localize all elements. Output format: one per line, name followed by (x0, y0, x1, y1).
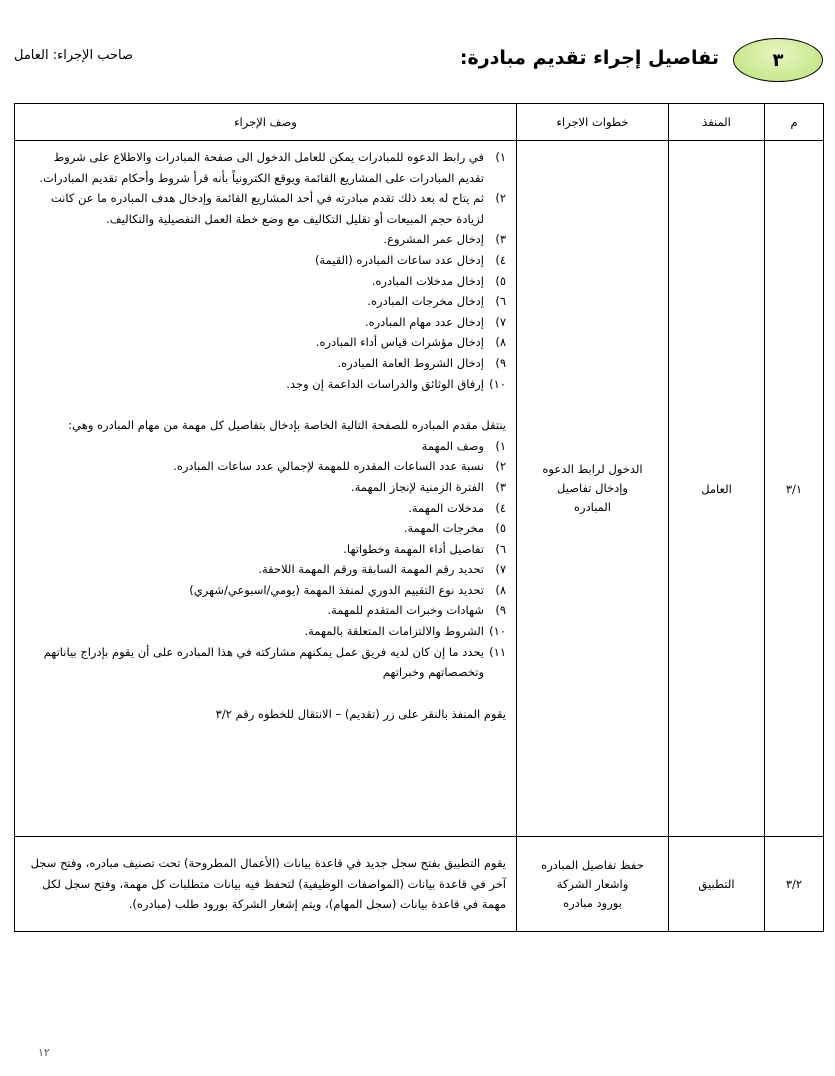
list-item: ٩) شهادات وخبرات المتقدم للمهمة. (327, 603, 506, 618)
list-item: ٢) ثم يتاح له بعد ذلك تقدم مبادرته في أحد المشاريع القائمة وإدخال هدف المبادره ما عن كانت لزيادة حجم المبيعات أو تقليل التكاليف مع وضع خطة العمل التفصيلية والتكاليف. (50, 191, 506, 226)
list-item: ١) وصف المهمة (421, 438, 506, 453)
task-details-list (27, 436, 506, 683)
procedure-table (14, 103, 824, 932)
header-description: وصف الإجراء (15, 104, 517, 141)
table-header-row (15, 104, 824, 141)
list-item: ٦) تفاصيل أداء المهمة وخطواتها. (343, 541, 506, 556)
list-item: ٣) الفترة الزمنية لإنجاز المهمة. (351, 479, 506, 494)
list-item: ١١) يحدد ما إن كان لديه فريق عمل يمكنهم مشاركته في هذا المبادره على أن يقوم بإدراج بياناتهم وتخصصاتهم وخبراتهم (43, 644, 506, 680)
procedure-owner: صاحب الإجراء: العامل (14, 48, 134, 63)
step-line: الدخول لرابط الدعوه (542, 462, 643, 476)
table-row (15, 141, 824, 837)
list-item: ١) في رابط الدعوه للمبادرات يمكن للعامل الدخول الى صفحة المبادرات والاطلاع على شروط تقديم المبادرات على المشاريع القائمة ويوقع الكترونياً بأنه قرأ شروط وأحكام تقديم المبادرات. (39, 150, 506, 185)
list-item: ١٠) الشروط والالتزامات المتعلقة بالمهمة. (304, 624, 506, 639)
step-line: المبادره (573, 500, 612, 514)
table-row (15, 837, 824, 932)
row-number: ٣/١ (765, 141, 824, 837)
step-number-badge: ٣ (733, 38, 823, 82)
list-item: ٩) إدخال الشروط العامة المبادره. (337, 355, 506, 370)
step-line: حفظ تفاصيل المبادره (541, 857, 644, 872)
row-executor: التطبيق (669, 837, 765, 932)
section-title: تفاصيل إجراء تقديم مبادرة: (459, 47, 719, 69)
list-item: ٦) إدخال مخرجات المبادره. (367, 294, 506, 309)
step-line: واشعار الشركة (556, 876, 629, 891)
step-line: بورود مبادره (563, 895, 622, 910)
task-intro: ينتقل مقدم المبادره للصفحة التالية الخاصة بإدخال بتفاصيل كل مهمة من مهام المبادره وهي: (68, 418, 506, 433)
row-description: يقوم التطبيق بفتح سجل جديد في قاعدة بيانات (الأعمال المطروحة) تحت تصنيف مبادره، وفتح سجل آخر في قاعدة بيانات (المواصفات الوظيفية) لتحفظ فيه بيانات متطلبات كل مهمة، وفتح سجل لكل مهمة في قاعدة بيانات (سجل المهام)، ويتم إشعار الشركة بورود طلب (مبادره). (15, 837, 517, 932)
list-item: ٥) إدخال مدخلات المبادره. (371, 273, 506, 288)
list-item: ٥) مخرجات المهمة. (403, 521, 506, 536)
section-header (14, 38, 823, 82)
list-item: ١٠) إرفاق الوثائق والدراسات الداعمة إن وجد. (286, 376, 506, 391)
list-item: ٣) إدخال عمر المشروع. (383, 232, 506, 247)
input-steps-list (27, 147, 506, 394)
list-item: ٧) تحديد رقم المهمة السابقة ورقم المهمة اللاحقة. (258, 562, 506, 577)
list-item: ٧) إدخال عدد مهام المبادره. (364, 314, 506, 329)
list-item: ٨) تحديد نوع التقييم الدوري لمنفذ المهمة (يومي/اسبوعي/شهري) (189, 582, 506, 597)
list-item: ٤) مدخلات المهمة. (408, 500, 506, 515)
row-steps (517, 141, 669, 837)
closing-instruction: يقوم المنفذ بالنقر على زر (تقديم) – الانتقال للخطوه رقم ٣/٢ (215, 706, 506, 721)
header-executor: المنفذ (669, 104, 765, 141)
row-executor: العامل (669, 141, 765, 837)
header-steps: خطوات الاجراء (517, 104, 669, 141)
row-number: ٣/٢ (765, 837, 824, 932)
row-steps (517, 837, 669, 932)
row-description (15, 141, 517, 837)
step-line: وإدخال تفاصيل (557, 481, 628, 495)
list-item: ٨) إدخال مؤشرات قياس أداء المبادره. (315, 335, 506, 350)
list-item: ٤) إدخال عدد ساعات المبادره (القيمة) (314, 252, 506, 267)
header-num: م (765, 104, 824, 141)
page-number: ١٢ (38, 1046, 50, 1059)
list-item: ٢) نسبة عدد الساعات المقدره للمهمة لإجمالي عدد ساعات المبادره. (173, 459, 506, 474)
